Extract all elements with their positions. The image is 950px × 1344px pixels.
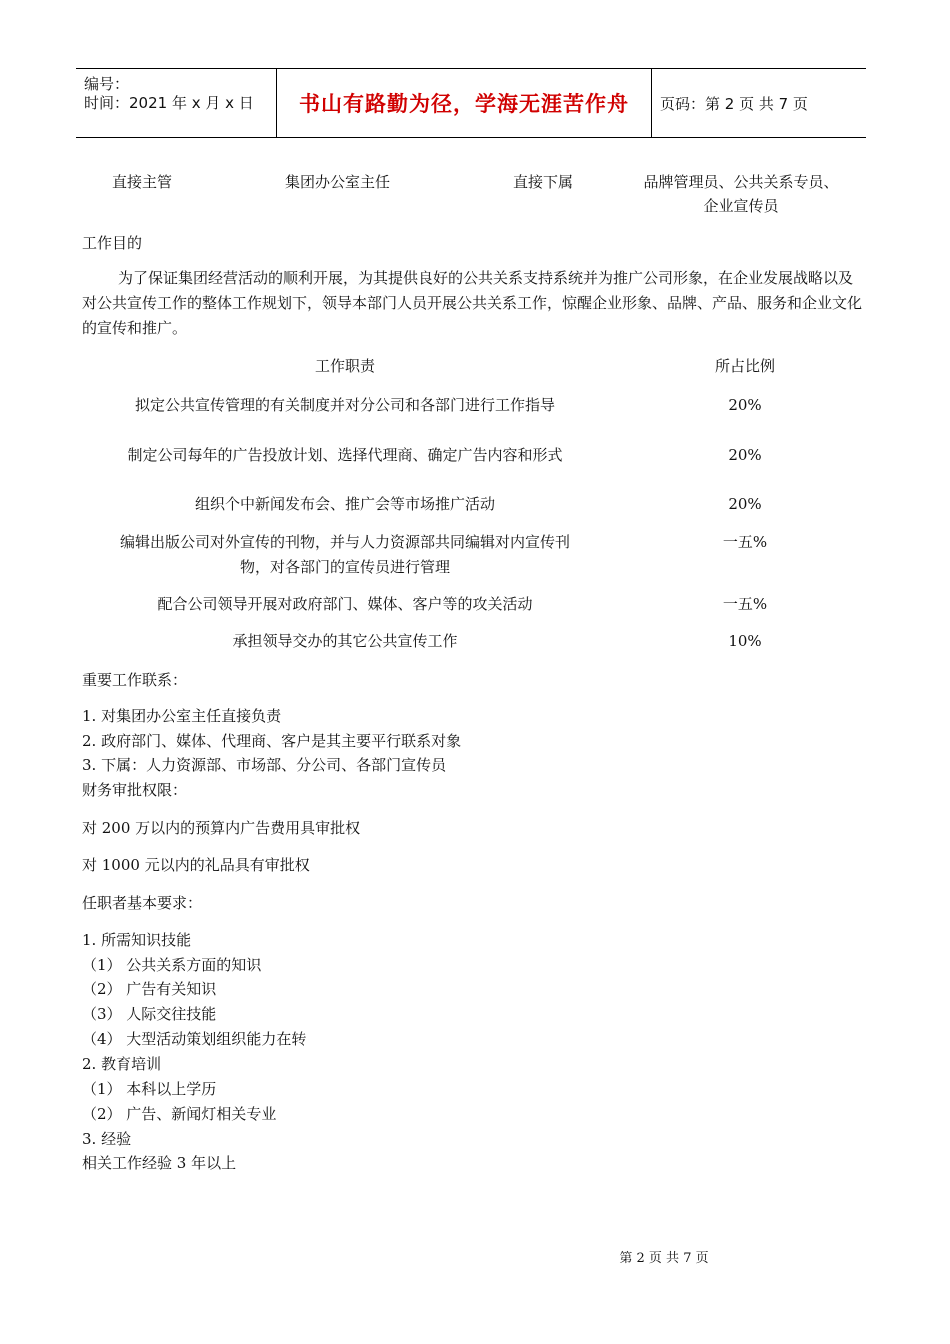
ratio-row-6: 10% [728, 632, 762, 650]
requirement-line-6: 2. 教育培训 [82, 1055, 162, 1073]
ratio-row-2: 20% [728, 446, 762, 464]
ratio-row-4: 一五% [722, 533, 768, 551]
requirement-line-10: 相关工作经验 3 年以上 [82, 1154, 237, 1172]
header-meta-cell [76, 69, 277, 137]
purpose-body: 为了保证集团经营活动的顺利开展，为其提供良好的公共关系支持系统并为推广公司形象，在企业发展战略以及对公共宣传工作的整体工作规划下，领导本部门人员开展公共关系工作，惊醒企业形象、品牌、产品、服务和企业文化的宣传和推广。 [82, 269, 863, 337]
finance-heading: 财务审批权限： [82, 781, 188, 799]
subordinate-label: 直接下属 [513, 173, 574, 191]
ratio-row-1: 20% [728, 396, 762, 414]
relation-item-3: 3. 下属：人力资源部、市场部、分公司、各部门宣传员 [82, 756, 447, 774]
header-page-info: 页码：第 2 页 共 7 页 [660, 94, 808, 113]
header-page-cell [652, 69, 866, 137]
requirement-line-5: （4） 大型活动策划组织能力在转 [82, 1030, 307, 1048]
number-label: 编号： [84, 75, 130, 93]
relations-heading: 重要工作联系： [82, 671, 188, 689]
header-motto-cell [277, 69, 652, 137]
duty-row-5: 配合公司领导开展对政府部门、媒体、客户等的攻关活动 [157, 595, 533, 613]
duty-row-1: 拟定公共宣传管理的有关制度并对分公司和各部门进行工作指导 [134, 396, 555, 414]
requirement-line-7: （1） 本科以上学历 [82, 1080, 217, 1098]
requirement-line-9: 3. 经验 [82, 1130, 132, 1148]
purpose-heading: 工作目的 [82, 234, 143, 252]
supervisor-value: 集团办公室主任 [285, 173, 391, 191]
subordinate-value-line1: 品牌管理员、公共关系专员、 [643, 173, 839, 191]
page-header [76, 68, 866, 138]
relation-item-2: 2. 政府部门、媒体、代理商、客户是其主要平行联系对象 [82, 732, 462, 750]
duty-row-2: 制定公司每年的广告投放计划、选择代理商、确定广告内容和形式 [127, 446, 563, 464]
finance-item-1: 对 200 万以内的预算内广告费用具审批权 [82, 819, 361, 837]
duty-row-6: 承担领导交办的其它公共宣传工作 [232, 632, 458, 650]
requirement-line-4: （3） 人际交往技能 [82, 1005, 217, 1023]
page-footer [0, 1247, 950, 1266]
footer-page-number: 第 2 页 共 7 页 [619, 1251, 709, 1266]
finance-item-2: 对 1000 元以内的礼品具有审批权 [82, 856, 310, 874]
ratio-column-header: 所占比例 [714, 357, 775, 375]
requirements-heading: 任职者基本要求： [82, 894, 203, 912]
duty-row-3: 组织个中新闻发布会、推广会等市场推广活动 [194, 495, 495, 513]
requirement-line-2: （1） 公共关系方面的知识 [82, 956, 262, 974]
requirement-line-8: （2） 广告、新闻灯相关专业 [82, 1105, 277, 1123]
ratio-row-5: 一五% [722, 595, 768, 613]
requirement-line-1: 1. 所需知识技能 [82, 931, 192, 949]
relation-item-1: 1. 对集团办公室主任直接负责 [82, 707, 282, 725]
time-label: 时间：2021 年 x 月 x 日 [84, 94, 254, 112]
motto-text: 书山有路勤为径，学海无涯苦作舟 [299, 92, 629, 116]
supervisor-label: 直接主管 [112, 173, 173, 191]
subordinate-value-line2: 企业宣传员 [703, 197, 779, 215]
duty-row-4: 编辑出版公司对外宣传的刊物，并与人力资源部共同编辑对内宣传刊 [119, 533, 570, 551]
duty-row-4-cont: 物，对各部门的宣传员进行管理 [239, 558, 450, 576]
requirement-line-3: （2） 广告有关知识 [82, 980, 217, 998]
ratio-row-3: 20% [728, 495, 762, 513]
duty-column-header: 工作职责 [314, 357, 375, 375]
